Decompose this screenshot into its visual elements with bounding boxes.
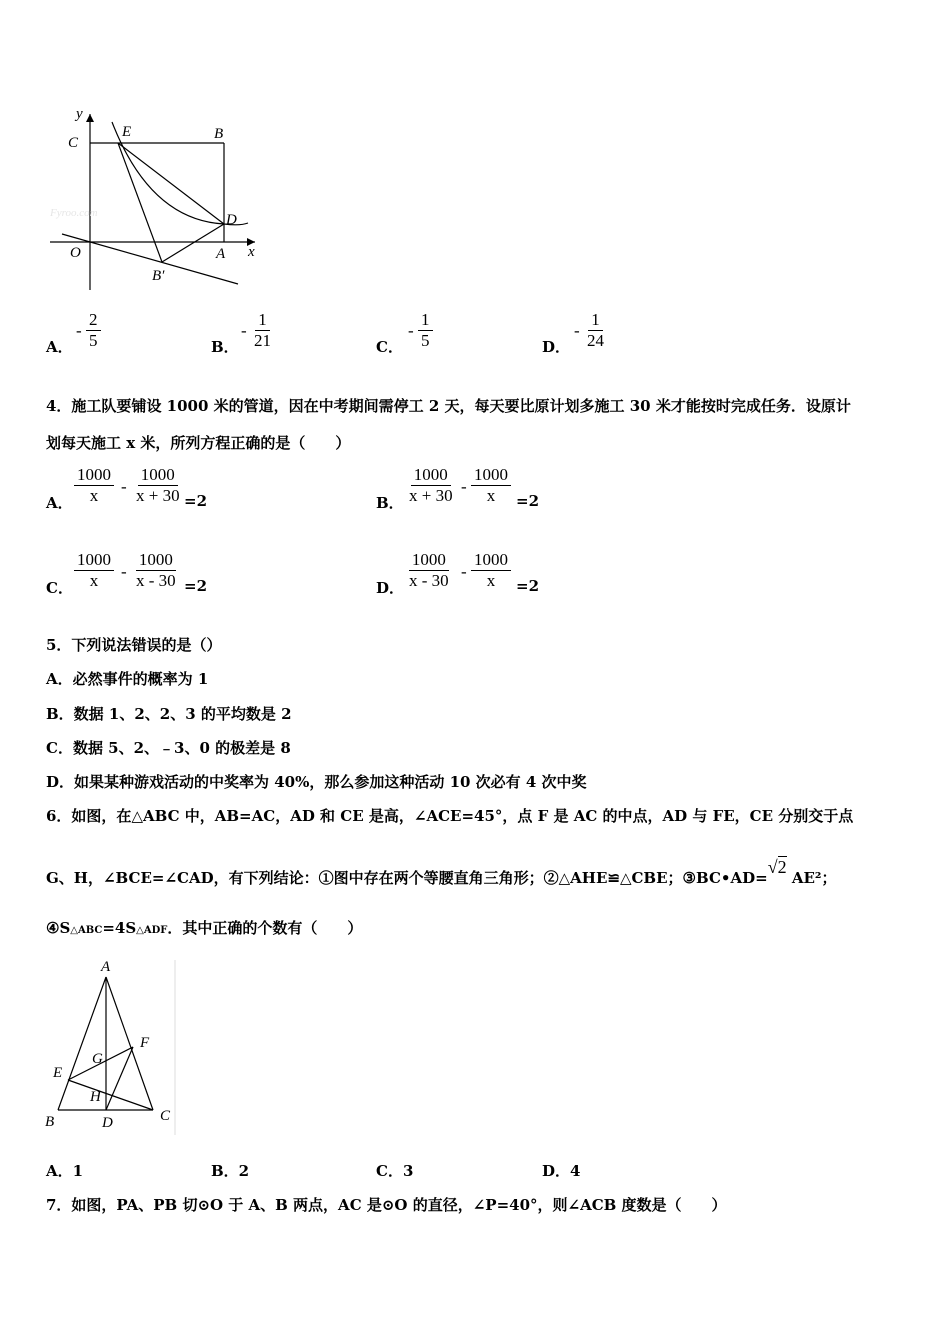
fraction-denominator: x + 30 — [409, 486, 453, 506]
q6-stem-line1: 6．如图，在△ABC 中，AB=AC，AD 和 CE 是高，∠ACE=45°，点 F 是 AC 的中点，AD 与 FE，CE 分别交于点 — [46, 807, 854, 825]
q3-option-a-fraction — [86, 310, 101, 352]
figure-triangle — [40, 955, 180, 1140]
q4-option-a-letter: A． — [46, 494, 73, 512]
q3-option-b-sign: - — [241, 321, 247, 340]
q6-stem-line2 — [46, 857, 837, 888]
q6-line3-end: ．其中正确的个数有（ ） — [167, 919, 363, 937]
label-A: A — [216, 246, 226, 262]
fraction-numerator: 1000 — [74, 465, 114, 486]
fraction-numerator: 2 — [86, 310, 101, 331]
fraction-denominator: 24 — [587, 331, 604, 351]
q6-option-b[interactable]: B．2 — [211, 1162, 250, 1180]
q4-option-c-fraction-2 — [133, 550, 179, 592]
q4-option-d-letter: D． — [376, 579, 405, 597]
q4-option-a-fraction-1 — [74, 465, 114, 507]
fraction-denominator: x + 30 — [136, 486, 180, 506]
minus-sign: - — [121, 562, 127, 581]
q6-line3-mid: =4S — [102, 919, 137, 937]
q4-option-a-fraction-2 — [133, 465, 183, 507]
equals-two: =2 — [516, 492, 540, 510]
q5-option-d[interactable]: D．如果某种游戏活动的中奖率为 40%，那么参加这种活动 10 次必有 4 次中奖 — [46, 773, 587, 791]
q3-option-c-fraction — [418, 310, 433, 352]
label-A: A — [101, 959, 111, 975]
q5-stem: 5．下列说法错误的是（） — [46, 636, 222, 654]
q6-option-c[interactable]: C．3 — [376, 1162, 414, 1180]
q3-option-a-sign: - — [76, 321, 82, 340]
q3-option-d-letter: D． — [542, 338, 571, 356]
subscript-adf: △ADF — [136, 925, 168, 936]
fraction-denominator: 5 — [89, 331, 98, 351]
q6-stem-line3 — [46, 917, 362, 938]
q7-stem: 7．如图，PA、PB 切⊙O 于 A、B 两点，AC 是⊙O 的直径，∠P=40°，则∠ACB 度数是（ ） — [46, 1196, 727, 1214]
fraction-denominator: x - 30 — [136, 571, 176, 591]
fraction-denominator: x — [89, 571, 99, 591]
fraction-denominator: x — [486, 486, 496, 506]
q4-option-c-letter: C． — [46, 579, 73, 597]
label-y: y — [76, 106, 83, 122]
fraction-numerator: 1000 — [411, 465, 451, 486]
q3-option-b-letter: B． — [211, 338, 239, 356]
fraction-numerator: 1000 — [471, 465, 511, 486]
q6-option-d[interactable]: D．4 — [542, 1162, 581, 1180]
label-x: x — [248, 244, 255, 260]
q6-line2-tail: AE²； — [791, 869, 837, 887]
q5-option-b[interactable]: B．数据 1、2、2、3 的平均数是 2 — [46, 705, 292, 723]
q4-option-d-fraction-2 — [471, 550, 511, 592]
label-E: E — [53, 1065, 63, 1081]
q5-option-c[interactable]: C．数据 5、2、﹣3、0 的极差是 8 — [46, 739, 291, 757]
sqrt-radicand: 2 — [777, 857, 787, 877]
equals-two: =2 — [184, 577, 208, 595]
q4-option-b-fraction-2 — [471, 465, 511, 507]
label-Bprime: B′ — [152, 268, 165, 284]
label-B: B — [214, 126, 224, 142]
equals-two: =2 — [184, 492, 208, 510]
q6-option-a[interactable]: A．1 — [46, 1162, 84, 1180]
fraction-numerator: 1 — [418, 310, 433, 331]
minus-sign: - — [121, 477, 127, 496]
figure-coordinate-diagram — [40, 100, 270, 295]
fraction-denominator: 5 — [421, 331, 430, 351]
fraction-denominator: x - 30 — [409, 571, 449, 591]
q3-option-c-sign: - — [408, 321, 414, 340]
q3-option-d-fraction — [584, 310, 607, 352]
label-E: E — [122, 124, 132, 140]
label-C: C — [68, 135, 79, 151]
q4-option-c-fraction-1 — [74, 550, 114, 592]
fraction-denominator: x — [89, 486, 99, 506]
label-D: D — [226, 212, 237, 228]
label-C: C — [160, 1108, 171, 1124]
fraction-numerator: 1000 — [136, 550, 176, 571]
fraction-denominator: 21 — [254, 331, 271, 351]
q4-stem-line2: 划每天施工 x 米，所列方程正确的是（ ） — [46, 434, 351, 452]
q3-option-c-letter: C． — [376, 338, 403, 356]
q4-option-d-fraction-1 — [406, 550, 452, 592]
label-B: B — [45, 1114, 55, 1130]
fraction-numerator: 1000 — [74, 550, 114, 571]
minus-sign: - — [461, 477, 467, 496]
q4-stem-line1: 4．施工队要铺设 1000 米的管道，因在中考期间需停工 2 天，每天要比原计划多施工 30 米才能按时完成任务．设原计 — [46, 397, 851, 415]
label-F: F — [140, 1035, 150, 1051]
q3-option-a-letter: A． — [46, 338, 73, 356]
q3-option-b-fraction — [251, 310, 274, 352]
fraction-denominator: x — [486, 571, 496, 591]
q6-line3-s: ④S — [46, 919, 71, 937]
subscript-abc: △ABC — [70, 925, 103, 936]
label-H: H — [90, 1089, 101, 1105]
q3-option-d-sign: - — [574, 321, 580, 340]
fraction-numerator: 1000 — [138, 465, 178, 486]
q4-option-b-letter: B． — [376, 494, 404, 512]
label-G: G — [92, 1051, 103, 1067]
equals-two: =2 — [516, 577, 540, 595]
watermark: Fyroo.com — [50, 207, 98, 219]
label-D: D — [102, 1115, 113, 1131]
fraction-numerator: 1000 — [471, 550, 511, 571]
q4-option-b-fraction-1 — [406, 465, 456, 507]
sqrt-symbol: √2 — [767, 857, 787, 877]
fraction-numerator: 1 — [588, 310, 603, 331]
label-O: O — [70, 245, 81, 261]
q6-line2-text: G、H，∠BCE=∠CAD，有下列结论：①图中存在两个等腰直角三角形；②△AHE≌△CBE；③BC•AD= — [46, 869, 768, 887]
fraction-numerator: 1 — [255, 310, 270, 331]
minus-sign: - — [461, 562, 467, 581]
fraction-numerator: 1000 — [409, 550, 449, 571]
q5-option-a[interactable]: A．必然事件的概率为 1 — [46, 670, 209, 688]
